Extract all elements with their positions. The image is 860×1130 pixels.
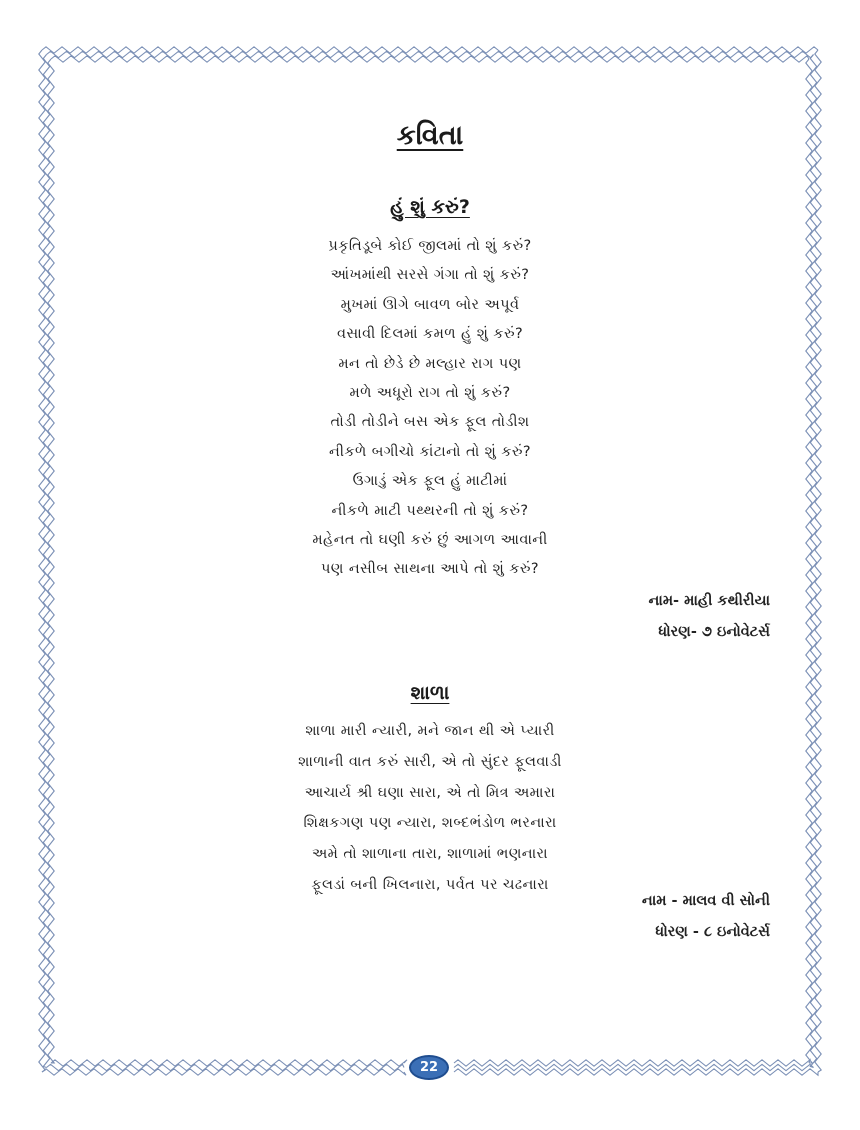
page-number-badge bbox=[409, 1055, 449, 1080]
page-number: 22 bbox=[419, 1060, 439, 1075]
author-class: ધોરણ - ૮ ઇનોવેટર્સ bbox=[655, 924, 770, 940]
poem-line: આંખમાંથી સરસે ગંગા તો શું કરું? bbox=[330, 267, 530, 284]
poem-line: પ્રકૃતિડૂબે કોઈ જીલમાં તો શું કરું? bbox=[328, 238, 532, 254]
poem-line: શાળા મારી ન્યારી, મને જાન થી એ પ્યારી bbox=[305, 723, 555, 739]
poem-line: મહેનત તો ઘણી કરું છું આગળ આવાની bbox=[312, 531, 548, 548]
page-title: કવિતા bbox=[396, 120, 464, 151]
poem-line: ફૂલડાં બની ખિલનારા, પર્વત પર ચઢનારા bbox=[311, 876, 549, 893]
poem-line: મુખમાં ઊગે બાવળ બોર અપૂર્વ bbox=[340, 296, 520, 313]
poem-line: મન તો છેડે છે મલ્હાર રાગ પણ bbox=[338, 355, 522, 372]
author-name: નામ - માલવ વી સોની bbox=[641, 893, 770, 909]
poem-title-shala: શાળા bbox=[410, 682, 450, 704]
author-class: ધોરણ- ૭ ઇનોવેટર્સ bbox=[658, 624, 770, 640]
poem-line: મળે અધૂરો રાગ તો શું કરું? bbox=[349, 384, 511, 401]
poem-line: પણ નસીબ સાથના આપે તો શું કરું? bbox=[320, 561, 540, 578]
author-name: નામ- માહી કથીરીયા bbox=[648, 593, 770, 609]
poem-line: તોડી તોડીને બસ એક ફૂલ તોડીશ bbox=[330, 414, 530, 431]
poem-line: નીકળે બગીચો કાંટાનો તો શું કરું? bbox=[329, 443, 531, 460]
poem-2-body bbox=[60, 716, 800, 901]
poem-2-author bbox=[642, 886, 770, 948]
poem-line: અમે તો શાળાના તારા, શાળામાં ભણનારા bbox=[311, 846, 549, 863]
poem-1-body bbox=[60, 232, 800, 585]
poem-line: શાળાની વાત કરું સારી, એ તો સુંદર ફૂલવાડી bbox=[298, 753, 562, 770]
poem-line: વસાવી દિલમાં કમળ હું શું કરું? bbox=[336, 326, 524, 343]
poem-line: આચાર્ય શ્રી ઘણા સારા, એ તો મિત્ર અમારા bbox=[304, 784, 556, 801]
poem-line: ઉગાડું એક ફૂલ હું માટીમાં bbox=[352, 473, 508, 490]
poem-1-author bbox=[648, 586, 770, 648]
poem-title-hu-shu-karu: હું શું કરું? bbox=[390, 196, 470, 218]
poem-line: નીકળે માટી પથ્થરની તો શું કરું? bbox=[331, 502, 529, 519]
poem-line: શિક્ષકગણ પણ ન્યારા, શબ્દભંડોળ ભરનારા bbox=[303, 815, 557, 832]
